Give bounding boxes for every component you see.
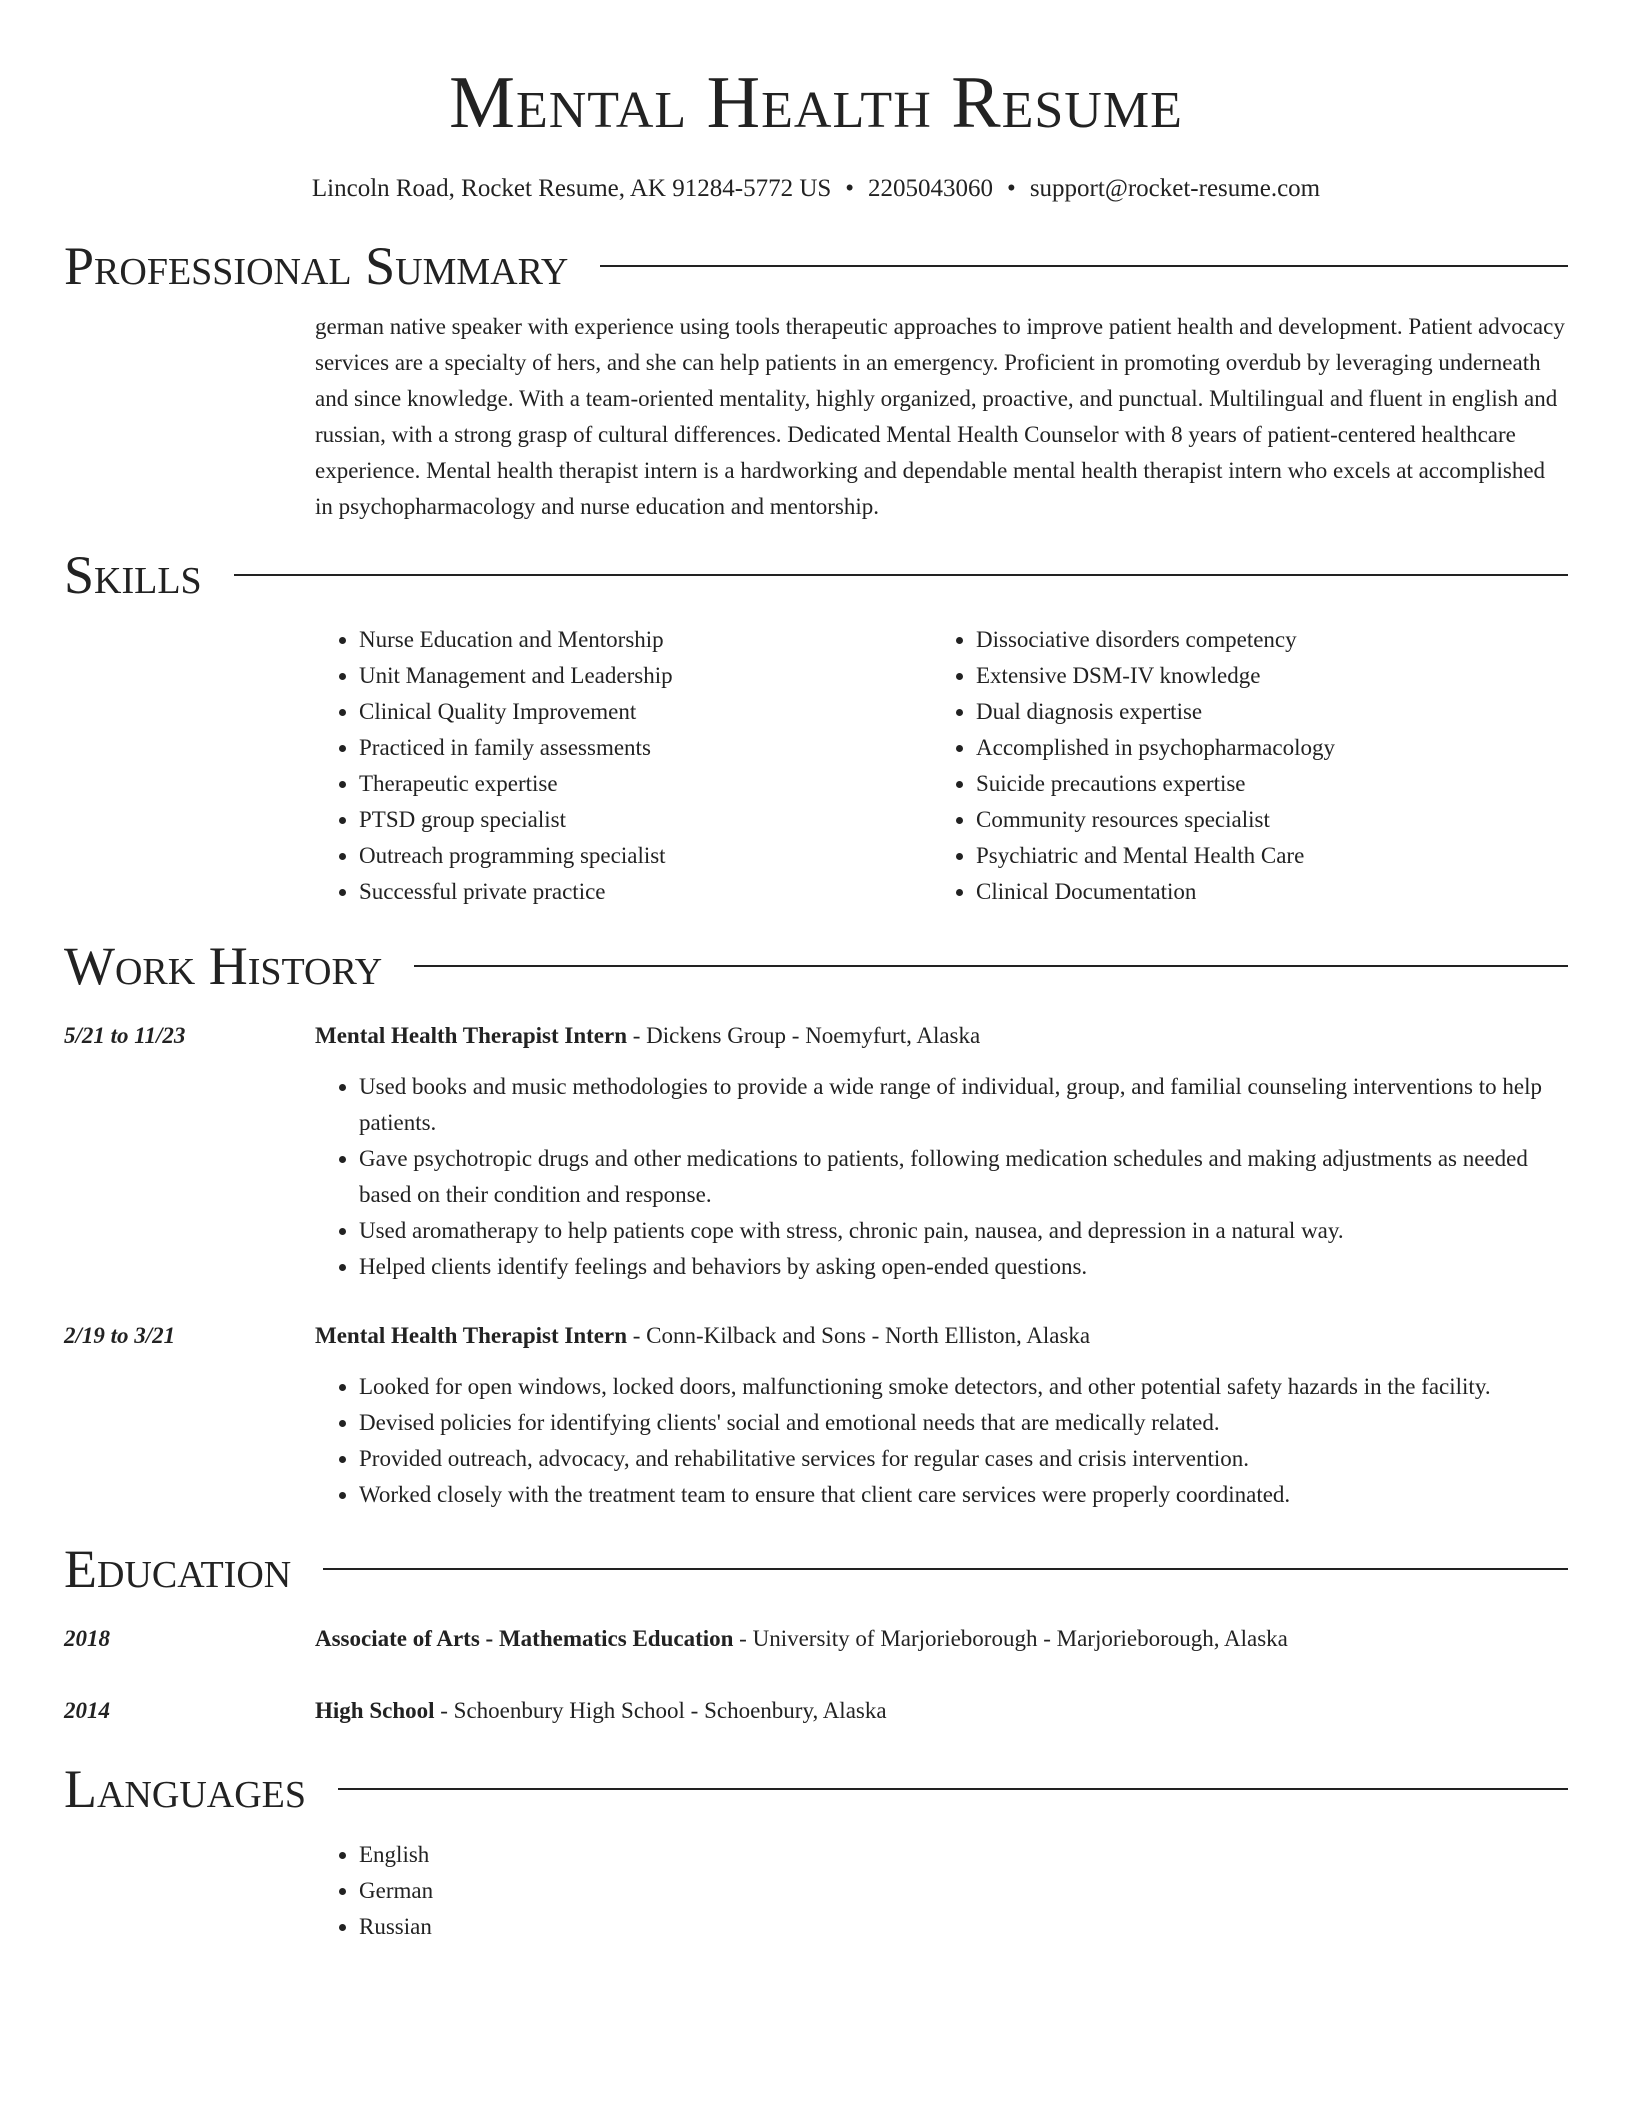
skill-item: • Therapeutic expertise — [359, 766, 932, 802]
email: support@rocket-resume.com — [1029, 175, 1321, 202]
skill-item: • Dual diagnosis expertise — [976, 694, 1335, 730]
skill-item: • Practiced in family assessments — [359, 730, 932, 766]
job-bullet: • Worked closely with the treatment team to ensure that client care services were properly coordinated. — [359, 1477, 1568, 1513]
contact-line — [64, 174, 1568, 204]
skill-item: • Dissociative disorders competency — [976, 622, 1335, 658]
section-divider — [234, 574, 1568, 576]
summary-section-title: Professional Summary — [64, 236, 569, 296]
summary-section-header — [64, 236, 1568, 296]
job-bullet: • Gave psychotropic drugs and other medications to patients, following medication schedules and making adjustments as needed based on their condition and response. — [359, 1141, 1568, 1213]
phone: 2205043060 — [868, 175, 994, 202]
job-bullet: • Looked for open windows, locked doors, malfunctioning smoke detectors, and other potential safety hazards in the facility. — [359, 1369, 1568, 1405]
section-divider — [338, 1788, 1568, 1790]
work-section-title: Work History — [64, 936, 383, 996]
job-bullet: • Used aromatherapy to help patients cope with stress, chronic pain, nausea, and depression in a natural way. — [359, 1213, 1568, 1249]
education-entry — [64, 1693, 1568, 1729]
languages-block — [315, 1837, 1568, 1945]
education-section-header — [64, 1539, 1568, 1599]
section-divider — [323, 1568, 1568, 1570]
job-content — [315, 1018, 1568, 1285]
skills-list-right — [932, 622, 1335, 910]
job-title: Mental Health Therapist Intern — [315, 1023, 627, 1048]
education-degree: High School — [315, 1698, 435, 1723]
job-bullet: • Helped clients identify feelings and behaviors by asking open-ended questions. — [359, 1249, 1568, 1285]
language-item: • Russian — [359, 1909, 1568, 1945]
job-dates: 2/19 to 3/21 — [64, 1323, 176, 1348]
education-entry — [64, 1621, 1568, 1657]
job-entry — [64, 1318, 1568, 1513]
skill-item: • Clinical Documentation — [976, 874, 1335, 910]
skill-item: • Successful private practice — [359, 874, 932, 910]
job-dates: 5/21 to 11/23 — [64, 1023, 186, 1048]
job-company-location: - Conn-Kilback and Sons - North Elliston, Alaska — [626, 1323, 1091, 1348]
skill-item: • Clinical Quality Improvement — [359, 694, 932, 730]
resume-name: Mental Health Resume — [449, 62, 1183, 144]
contact-separator: • — [1007, 175, 1016, 202]
education-school: - University of Marjorieborough - Marjorieborough, Alaska — [733, 1626, 1288, 1651]
job-company-location: - Dickens Group - Noemyfurt, Alaska — [626, 1023, 981, 1048]
job-bullets — [315, 1369, 1568, 1513]
skill-item: • Extensive DSM-IV knowledge — [976, 658, 1335, 694]
languages-section-title: Languages — [64, 1759, 306, 1819]
skill-item: • Suicide precautions expertise — [976, 766, 1335, 802]
job-entry — [64, 1018, 1568, 1285]
skill-item: • PTSD group specialist — [359, 802, 932, 838]
contact-separator: • — [845, 175, 855, 202]
resume-page — [64, 0, 1568, 1945]
skills-section-header — [64, 545, 1568, 605]
section-divider — [414, 965, 1568, 967]
education-section-title: Education — [64, 1539, 292, 1599]
skills-columns — [315, 622, 1568, 910]
skill-item: • Accomplished in psychopharmacology — [976, 730, 1335, 766]
skill-item: • Psychiatric and Mental Health Care — [976, 838, 1335, 874]
job-content — [315, 1318, 1568, 1513]
job-bullet: • Devised policies for identifying clients' social and emotional needs that are medically related. — [359, 1405, 1568, 1441]
skill-item: • Unit Management and Leadership — [359, 658, 932, 694]
education-content — [315, 1693, 1568, 1729]
education-school: - Schoenbury High School - Schoenbury, Alaska — [434, 1698, 887, 1723]
skills-list-left — [315, 622, 932, 910]
job-bullets — [315, 1069, 1568, 1285]
education-content — [315, 1621, 1568, 1657]
languages-section-header — [64, 1759, 1568, 1819]
job-title: Mental Health Therapist Intern — [315, 1323, 627, 1348]
skill-item: • Nurse Education and Mentorship — [359, 622, 932, 658]
language-item: • German — [359, 1873, 1568, 1909]
education-year: 2018 — [64, 1626, 110, 1651]
job-bullet: • Used books and music methodologies to provide a wide range of individual, group, and familial counseling interventions to help patients. — [359, 1069, 1568, 1141]
skills-section-title: Skills — [64, 545, 202, 605]
education-degree: Associate of Arts - Mathematics Education — [315, 1626, 734, 1651]
job-bullet: • Provided outreach, advocacy, and rehabilitative services for regular cases and crisis intervention. — [359, 1441, 1568, 1477]
skill-item: • Outreach programming specialist — [359, 838, 932, 874]
education-year: 2014 — [64, 1698, 110, 1723]
summary-text: german native speaker with experience using tools therapeutic approaches to improve patient health and development. Patient advocacy services are a specialty of hers, and she can help patients in an emergency. Proficient in promoting overdub by leveraging underneath and since knowledge. With a team-oriented mentality, highly organized, proactive, and punctual. Multilingual and fluent in english and russian, with a strong grasp of cultural differences. Dedicated Mental Health Counselor with 8 years of patient-centered healthcare experience. Mental health therapist intern is a hardworking and dependable mental health therapist intern who excels at accomplished in psychopharmacology and nurse education and mentorship. — [315, 314, 1565, 519]
section-divider — [600, 265, 1568, 267]
languages-list — [315, 1837, 1568, 1945]
work-section-header — [64, 936, 1568, 996]
job-headline — [315, 1018, 1568, 1054]
job-headline — [315, 1318, 1568, 1354]
address: Lincoln Road, Rocket Resume, AK 91284-5772 US — [311, 175, 832, 202]
language-item: • English — [359, 1837, 1568, 1873]
skill-item: • Community resources specialist — [976, 802, 1335, 838]
